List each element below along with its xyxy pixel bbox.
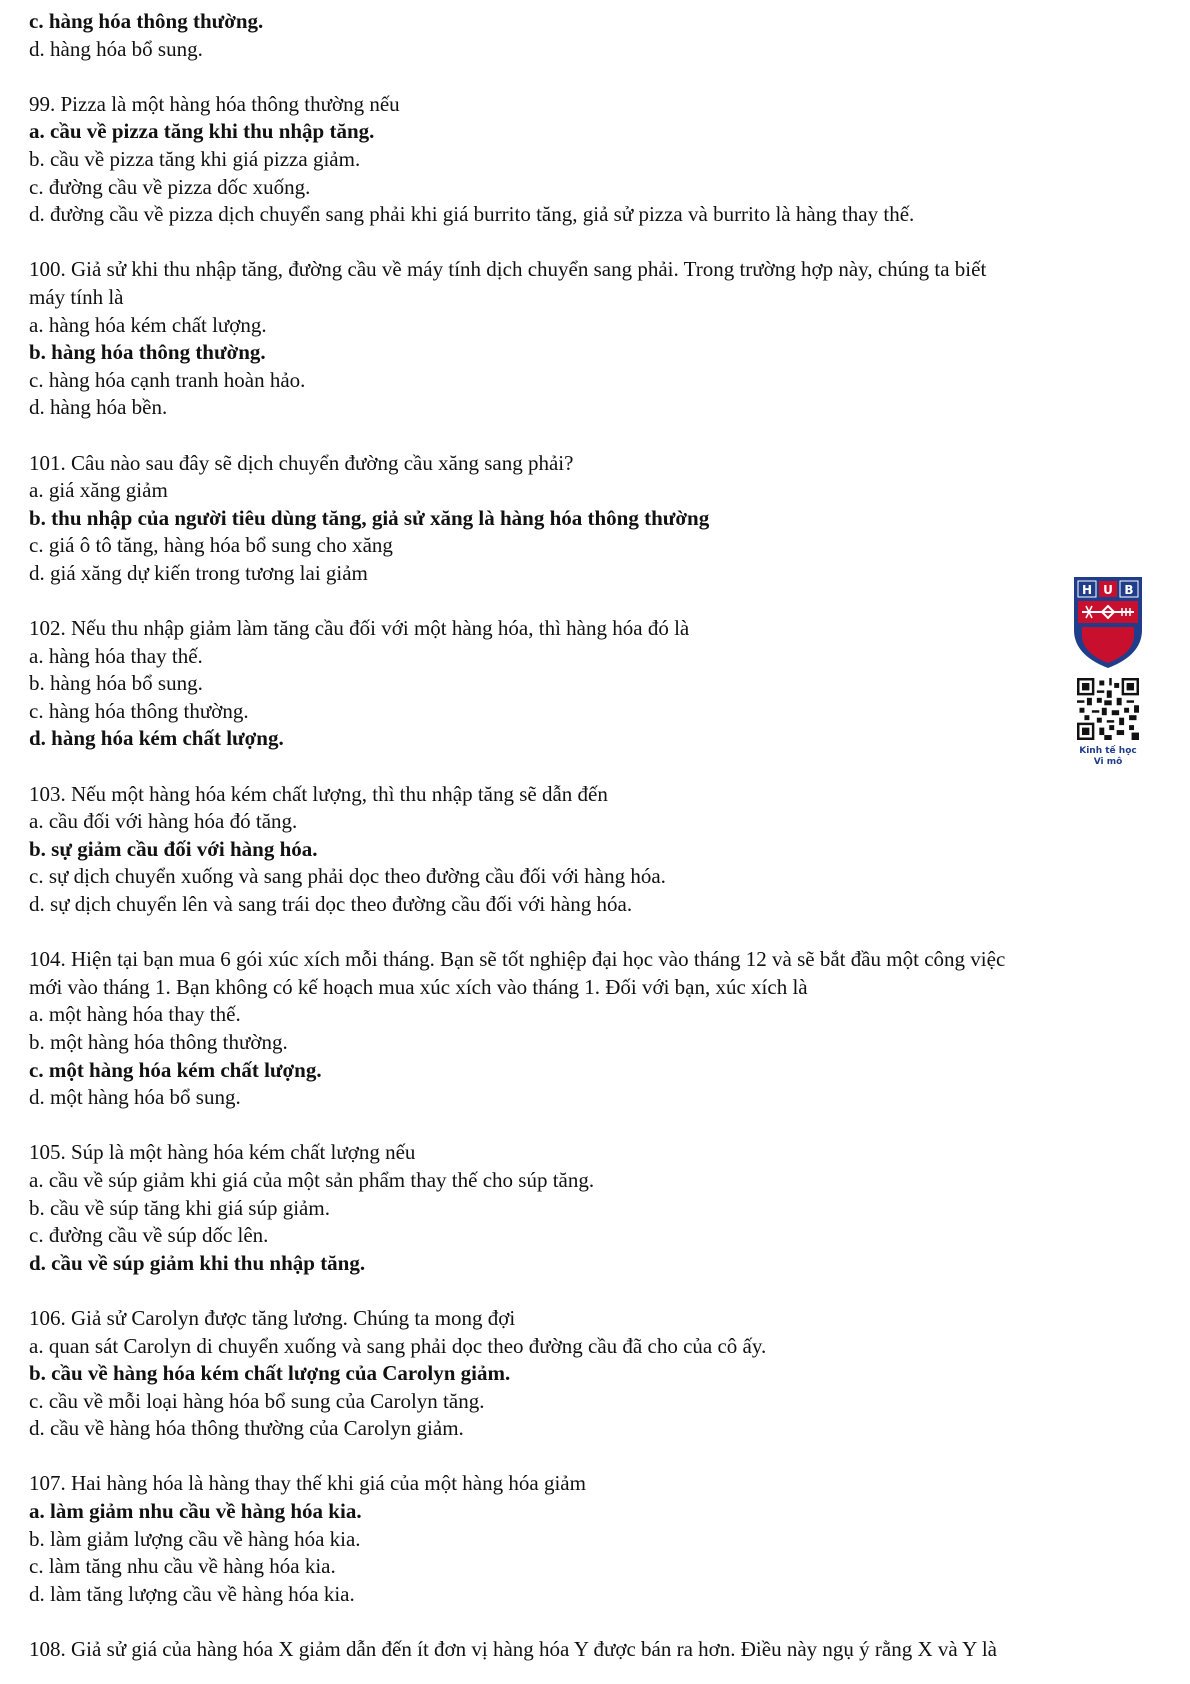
text-line: c. đường cầu về súp dốc lên. [29,1223,269,1248]
text-line: c. giá ô tô tăng, hàng hóa bổ sung cho xăng [29,533,393,558]
text-line: d. đường cầu về pizza dịch chuyển sang phải khi giá burrito tăng, giả sử pizza và burrito là hàng thay thế. [29,202,915,227]
answer-line-correct: a. cầu về pizza tăng khi thu nhập tăng. [29,119,375,144]
blank-line [29,1277,1169,1305]
text-line: c. sự dịch chuyển xuống và sang phải dọc theo đường cầu đối với hàng hóa. [29,864,666,889]
text-line: d. một hàng hóa bổ sung. [29,1085,241,1110]
text-line: a. hàng hóa kém chất lượng. [29,312,267,337]
text-line: a. quan sát Carolyn di chuyển xuống và sang phải dọc theo đường cầu đã cho của cô ấy. [29,1333,767,1358]
answer-line-correct: b. sự giảm cầu đối với hàng hóa. [29,836,318,861]
svg-text:H: H [1081,583,1093,597]
qr-code-icon [1077,678,1139,740]
text-line: b. hàng hóa bổ sung. [29,671,203,696]
text-line: a. hàng hóa thay thế. [29,643,203,668]
text-line: c. cầu về mỗi loại hàng hóa bổ sung của Carolyn tăng. [29,1388,485,1413]
text-line: d. giá xăng dự kiến trong tương lai giảm [29,560,368,585]
text-line: a. cầu về súp giảm khi giá của một sản phẩm thay thế cho súp tăng. [29,1167,595,1192]
answer-line-correct: c. hàng hóa thông thường. [29,9,264,33]
text-line: mới vào tháng 1. Bạn không có kế hoạch mua xúc xích vào tháng 1. Đối với bạn, xúc xích là [29,974,808,999]
text-line: b. cầu về pizza tăng khi giá pizza giảm. [29,146,361,171]
text-line: 108. Giả sử giá của hàng hóa X giảm dẫn đến ít đơn vị hàng hóa Y được bán ra hơn. Điều này ngụ ý rằng X và Y là [29,1637,997,1662]
text-line: b. làm giảm lượng cầu về hàng hóa kia. [29,1526,361,1551]
blank-line [29,1608,1169,1636]
hub-watermark [1072,575,1144,768]
text-line: c. làm tăng nhu cầu về hàng hóa kia. [29,1554,336,1579]
answer-line-correct: c. một hàng hóa kém chất lượng. [29,1057,322,1082]
blank-line [29,422,1169,450]
text-line: 100. Giả sử khi thu nhập tăng, đường cầu về máy tính dịch chuyển sang phải. Trong trường hợp này, chúng ta biết [29,257,987,282]
text-line: 105. Súp là một hàng hóa kém chất lượng nếu [29,1140,416,1165]
text-line: 106. Giả sử Carolyn được tăng lương. Chúng ta mong đợi [29,1305,516,1330]
blank-line [29,587,1169,615]
blank-line [29,919,1169,947]
answer-line-correct: b. hàng hóa thông thường. [29,340,266,365]
blank-line [29,229,1169,257]
blank-line [29,753,1169,781]
text-line: d. cầu về hàng hóa thông thường của Carolyn giảm. [29,1416,464,1441]
text-line: 107. Hai hàng hóa là hàng thay thế khi giá của một hàng hóa giảm [29,1471,586,1496]
text-line: b. cầu về súp tăng khi giá súp giảm. [29,1195,330,1220]
hub-shield-logo-icon [1072,575,1144,670]
svg-text:U: U [1103,583,1113,597]
text-line: c. đường cầu về pizza dốc xuống. [29,174,311,199]
answer-line-correct: d. hàng hóa kém chất lượng. [29,726,284,751]
text-line: c. hàng hóa cạnh tranh hoàn hảo. [29,367,306,392]
text-line: 102. Nếu thu nhập giảm làm tăng cầu đối với một hàng hóa, thì hàng hóa đó là [29,616,690,641]
text-line: 99. Pizza là một hàng hóa thông thường nếu [29,91,400,116]
text-line: d. hàng hóa bền. [29,395,168,420]
text-line: d. hàng hóa bổ sung. [29,36,203,61]
text-line: d. sự dịch chuyển lên và sang trái dọc theo đường cầu đối với hàng hóa. [29,892,633,916]
document-body [29,8,1169,1664]
badge-caption-line2: Vi mô [1093,757,1123,767]
blank-line [29,1443,1169,1471]
answer-line-correct: d. cầu về súp giảm khi thu nhập tăng. [29,1250,366,1275]
badge-caption-line1: Kinh tế học [1079,746,1137,756]
text-line: 103. Nếu một hàng hóa kém chất lượng, thì thu nhập tăng sẽ dẫn đến [29,781,608,806]
answer-line-correct: b. thu nhập của người tiêu dùng tăng, giả sử xăng là hàng hóa thông thường [29,505,710,530]
blank-line [29,63,1169,91]
text-line: c. hàng hóa thông thường. [29,698,249,723]
answer-line-correct: a. làm giảm nhu cầu về hàng hóa kia. [29,1499,362,1524]
text-line: b. một hàng hóa thông thường. [29,1029,288,1054]
text-line: a. một hàng hóa thay thế. [29,1002,241,1027]
text-line: máy tính là [29,284,124,309]
text-line: d. làm tăng lượng cầu về hàng hóa kia. [29,1581,355,1606]
answer-line-correct: b. cầu về hàng hóa kém chất lượng của Carolyn giảm. [29,1361,511,1386]
text-line: a. giá xăng giảm [29,478,168,503]
blank-line [29,1112,1169,1140]
svg-text:B: B [1124,583,1134,597]
text-line: 104. Hiện tại bạn mua 6 gói xúc xích mỗi tháng. Bạn sẽ tốt nghiệp đại học vào tháng 12 và sẽ bắt đầu một công việc [29,947,1006,972]
text-line: a. cầu đối với hàng hóa đó tăng. [29,809,298,834]
badge-caption [1072,746,1144,768]
text-line: 101. Câu nào sau đây sẽ dịch chuyển đường cầu xăng sang phải? [29,450,574,475]
